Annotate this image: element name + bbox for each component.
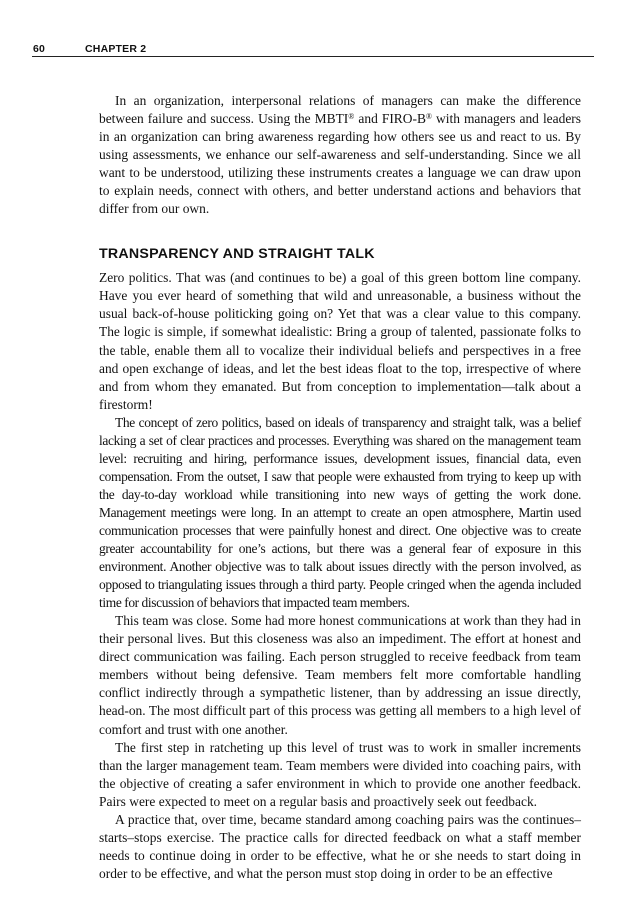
body-paragraph: The concept of zero politics, based on ideals of transparency and straight talk, was a belief lacking a set of clear practices and processes. Everything was shared on the management team level: recruiting and hiring, performance issues, development issues, financial data, even compensation. From the outset, I saw that people were exhausted from trying to keep up with the day-to-day workload while transitioning into new ways of getting the work done. Management meetings were long. In an attempt to create an open atmosphere, Martin used communication processes that were painfully honest and direct. One objective was to create greater accountability for one’s actions, but there was a general fear of exposure in this environment. Another objective was to talk about issues directly with the person involved, as opposed to triangulating issues through a third party. People cringed when the agenda included time for discussion of behaviors that impacted team members. xyxy=(99,414,581,611)
page-number: 60 xyxy=(33,43,46,55)
chapter-label: CHAPTER 2 xyxy=(85,43,147,55)
body-paragraph: A practice that, over time, became standard among coaching pairs was the continues–starts–stops exercise. The practice calls for directed feedback on what a staff member needs to continue doing in order to be effective, what he or she needs to start doing in order to be effective, and what the person must stop doing in order to be an effective xyxy=(99,811,581,881)
running-header xyxy=(32,43,594,57)
page-body xyxy=(99,92,581,883)
body-paragraph: Zero politics. That was (and continues to be) a goal of this green bottom line company. Have you ever heard of something that wild and unreasonable, a business without the usual back-of-house politicking going on? Yet that was a clear value to this company. The logic is simple, if somewhat idealistic: Bring a group of talented, passionate folks to the table, enable them all to vocalize their individual beliefs and perspectives in a free and open exchange of ideas, and let the best ideas float to the top, irrespective of where and from whom they emanated. But from conception to implementation—talk about a firestorm! xyxy=(99,270,581,412)
section-heading: TRANSPARENCY AND STRAIGHT TALK xyxy=(99,246,375,263)
intro-paragraph: In an organization, interpersonal relations of managers can make the difference between failure and success. Using the MBTI® and FIRO-B® with managers and leaders in an organization can bring awareness regarding how others see us and react to us. By using assessments, we enhance our self-awareness and self-understanding. Since we all want to be understood, utilizing these instruments creates a language we can draw upon to explain needs, connect with others, and better understand actions and behaviors that differ from our own. xyxy=(99,93,581,217)
body-paragraph: This team was close. Some had more honest communications at work than they had in their personal lives. But this closeness was also an impediment. The effort at honest and direct communication was failing. Each person struggled to receive feedback from team members without being defensive. Team members felt more comfortable handling conflict indirectly through a sympathetic listener, than by addressing an issue directly, head-on. The most difficult part of this process was getting all members to a high level of comfort and trust with one another. xyxy=(99,613,581,737)
body-paragraph: The first step in ratcheting up this level of trust was to work in smaller increments than the larger management team. Team members were divided into coaching pairs, with the objective of creating a safer environment in which to provide one another feedback. Pairs were expected to meet on a regular basis and proactively seek out feedback. xyxy=(99,739,581,809)
